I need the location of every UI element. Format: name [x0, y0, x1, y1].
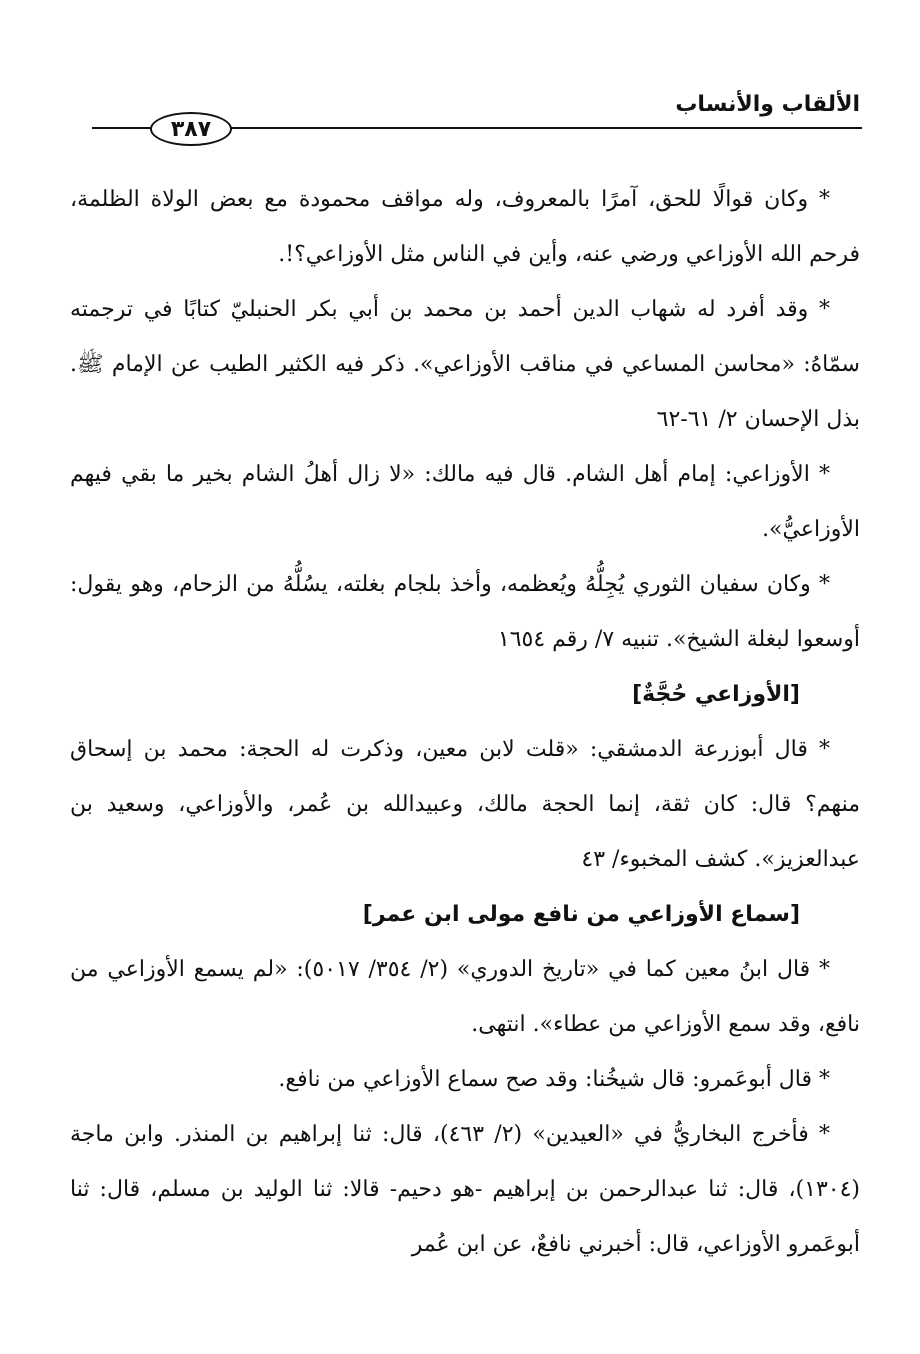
page-body [70, 172, 860, 1272]
section-heading: [سماع الأوزاعي من نافع مولى ابن عمر] [362, 902, 800, 927]
paragraph: * وكان سفيان الثوري يُجِلُّهُ ويُعظمه، وأخذ بلجام بغلته، يسُلُّهُ من الزحام، وهو يقول: أوسعوا لبغلة الشيخ». تنبيه ٧/ رقم ١٦٥٤ [70, 572, 860, 652]
paragraph: * فأخرج البخاريُّ في «العيدين» (٢/ ٤٦٣)، قال: ثنا إبراهيم بن المنذر. وابن ماجة (١٣٠٤)، قال: ثنا عبدالرحمن بن إبراهيم -هو دحيم- قالا: ثنا الوليد بن مسلم، قال: ثنا أبوعَمرو الأوزاعي، قال: أخبرني نافعٌ، عن ابن عُمر [70, 1122, 860, 1257]
page-number: ٣٨٧ [150, 112, 232, 146]
section-heading: [الأوزاعي حُجَّةٌ] [632, 682, 800, 707]
running-title: الألقاب والأنساب [675, 92, 860, 117]
paragraph: * وكان قوالًا للحق، آمرًا بالمعروف، وله مواقف محمودة مع بعض الولاة الظلمة، فرحم الله الأوزاعي ورضي عنه، وأين في الناس مثل الأوزاعي؟!. [70, 187, 860, 267]
paragraph: * وقد أفرد له شهاب الدين أحمد بن محمد بن أبي بكر الحنبليّ كتابًا في ترجمته سمّاهُ: «محاسن المساعي في مناقب الأوزاعي». ذكر فيه الكثير الطيب عن الإمام ﷺ. بذل الإحسان ٢/ ٦١-٦٢ [70, 297, 860, 432]
paragraph: * قال أبوعَمرو: قال شيخُنا: وقد صح سماع الأوزاعي من نافع. [278, 1067, 830, 1092]
page-header [0, 0, 920, 150]
paragraph: * الأوزاعي: إمام أهل الشام. قال فيه مالك: «لا زال أهلُ الشام بخير ما بقي فيهم الأوزاعيُّ». [70, 462, 860, 542]
paragraph: * قال ابنُ معين كما في «تاريخ الدوري» (٢/ ٣٥٤/ ٥٠١٧): «لم يسمع الأوزاعي من نافع، وقد سمع الأوزاعي من عطاء». انتهى. [70, 957, 860, 1037]
paragraph: * قال أبوزرعة الدمشقي: «قلت لابن معين، وذكرت له الحجة: محمد بن إسحاق منهم؟ قال: كان ثقة، إنما الحجة مالك، وعبيدالله بن عُمر، والأوزاعي، وسعيد بن عبدالعزيز». كشف المخبوء/ ٤٣ [70, 737, 860, 872]
